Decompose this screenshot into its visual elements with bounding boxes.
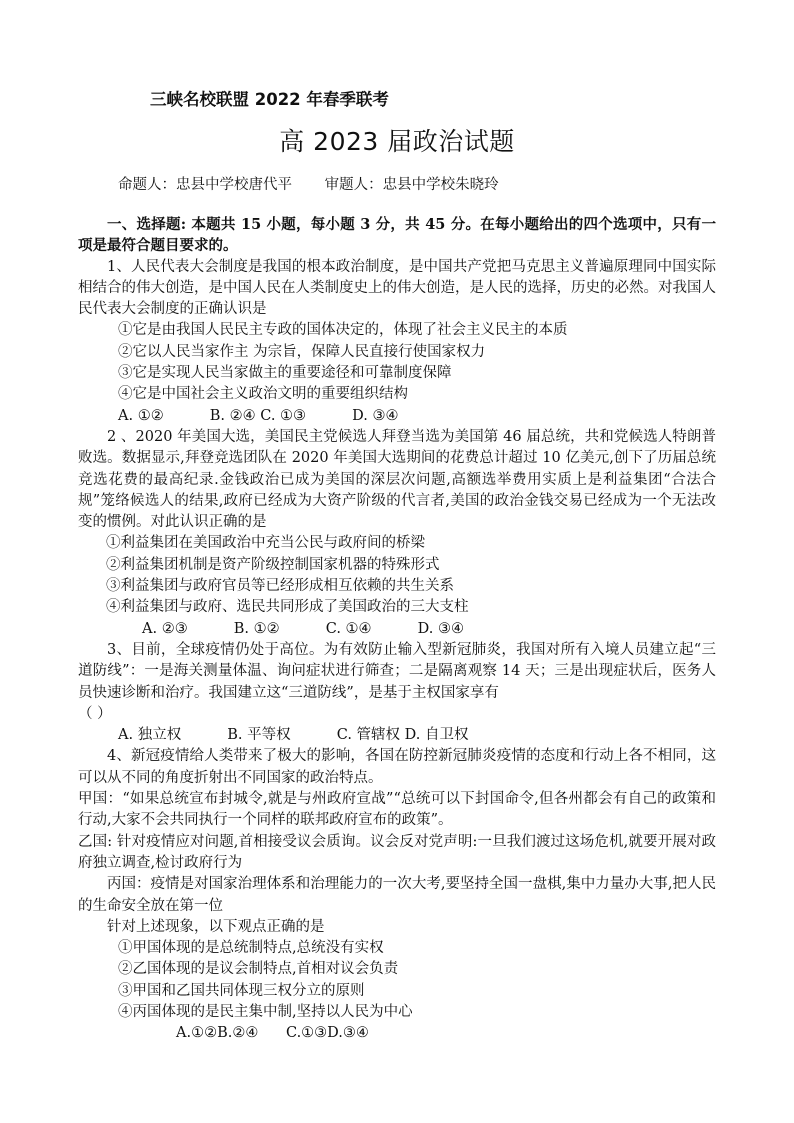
q3-stem: 3、目前，全球疫情仍处于高位。为有效防止输入型新冠肺炎，我国对所有入境人员建立起“三道防线”：一是海关测量体温、询问症状进行筛查；二是隔离观察 14 天；三是出现症状后，医务人员快速诊断和治疗。我国建立这“三道防线”，是基于主权国家享有	[78, 641, 716, 701]
reviewer: 审题人：忠县中学校朱晓玲	[324, 177, 499, 193]
q4-item: ①甲国体现的是总统制特点,总统没有实权	[118, 940, 384, 957]
q4-item: ③甲国和乙国共同体现三权分立的原则	[118, 982, 365, 999]
q2-item: ④利益集团与政府、选民共同形成了美国政治的三大支柱	[106, 599, 469, 616]
q2-item: ①利益集团在美国政治中充当公民与政府间的桥梁	[106, 535, 425, 552]
q4-item: ④丙国体现的是民主集中制,坚持以人民为中心	[118, 1003, 413, 1020]
exam-title: 高 2023 届政治试题	[279, 127, 515, 156]
q4-item: ②乙国体现的是议会制特点,首相对议会负责	[118, 961, 399, 978]
q1-item: ②它以人民当家作主 为宗旨，保障人民直接行使国家权力	[118, 343, 486, 360]
q4-yi: 乙国: 针对疫情应对问题,首相接受议会质询。议会反对党声明:一旦我们渡过这场危机,就要开展对政府独立调查,检讨政府行为	[78, 833, 716, 871]
q4-bing: 丙国：疫情是对国家治理体系和治理能力的一次大考,要坚持全国一盘棋,集中力量办大事,把人民的生命安全放在第一位	[78, 876, 716, 914]
q4-ask: 针对上述现象，以下观点正确的是	[107, 918, 325, 935]
section-heading: 一、选择题: 本题共 15 小题，每小题 3 分，共 45 分。在每小题给出的四个选项中，只有一项是最符合题目要求的。	[78, 216, 716, 255]
q1-choices: A. ①② B. ②④ C. ①③ D. ③④	[118, 407, 399, 424]
q1-item: ①它是由我国人民民主专政的国体决定的，体现了社会主义民主的本质	[118, 322, 568, 339]
q4-jia: 甲国：“如果总统宣布封城令,就是与州政府宣战”“总统可以下封国命令,但各州都会有自己的政策和行动,大家不会共同执行一个同样的联邦政府宣布的政策”。	[78, 791, 716, 829]
q3-paren: （ ）	[78, 705, 112, 722]
q2-choices: A. ②③ B. ①② C. ①④ D. ③④	[142, 620, 464, 637]
exam-body	[78, 214, 716, 1045]
q3-choices: A. 独立权 B. 平等权 C. 管辖权 D. 自卫权	[118, 727, 469, 744]
setter: 命题人：忠县中学校唐代平	[118, 177, 292, 193]
q1-stem: 1、人民代表大会制度是我国的根本政治制度，是中国共产党把马克思主义普遍原理同中国实际相结合的伟大创造，是中国人民在人类制度史上的伟大创造，是人民的选择，历史的必然。对我国人民代表大会制度的正确认识是	[78, 258, 716, 318]
q2-stem: 2 、2020 年美国大选，美国民主党候选人拜登当选为美国第 46 届总统，共和党候选人特朗普败选。数据显示,拜登竞选团队在 2020 年美国大选期间的花费总计超过 10 亿美元,创下了历届总统竞选花费的最高纪录.金钱政治已成为美国的深层次问题,高额选举费用实质上是利益集团“合法合规”笼络候选人的结果,政府已经成为大资产阶级的代言者,美国的政治金钱交易已经成为一个无法改变的惯例。对此认识正确的是	[78, 428, 716, 531]
q2-item: ③利益集团与政府官员等已经形成相互依赖的共生关系	[106, 578, 454, 595]
q4-stem: 4、新冠疫情给人类带来了极大的影响，各国在防控新冠肺炎疫情的态度和行动上各不相同，这可以从不同的角度折射出不同国家的政治特点。	[78, 748, 716, 786]
q1-item: ③它是实现人民当家做主的重要途径和可靠制度保障	[118, 365, 452, 382]
authors-line	[118, 173, 527, 194]
q4-choices: A.①②B.②④ C.①③D.③④	[176, 1025, 369, 1042]
exam-header: 三峡名校联盟 2022 年春季联考	[150, 90, 389, 109]
q2-item: ②利益集团机制是资产阶级控制国家机器的特殊形式	[106, 556, 440, 573]
q1-item: ④它是中国社会主义政治文明的重要组织结构	[118, 386, 408, 403]
